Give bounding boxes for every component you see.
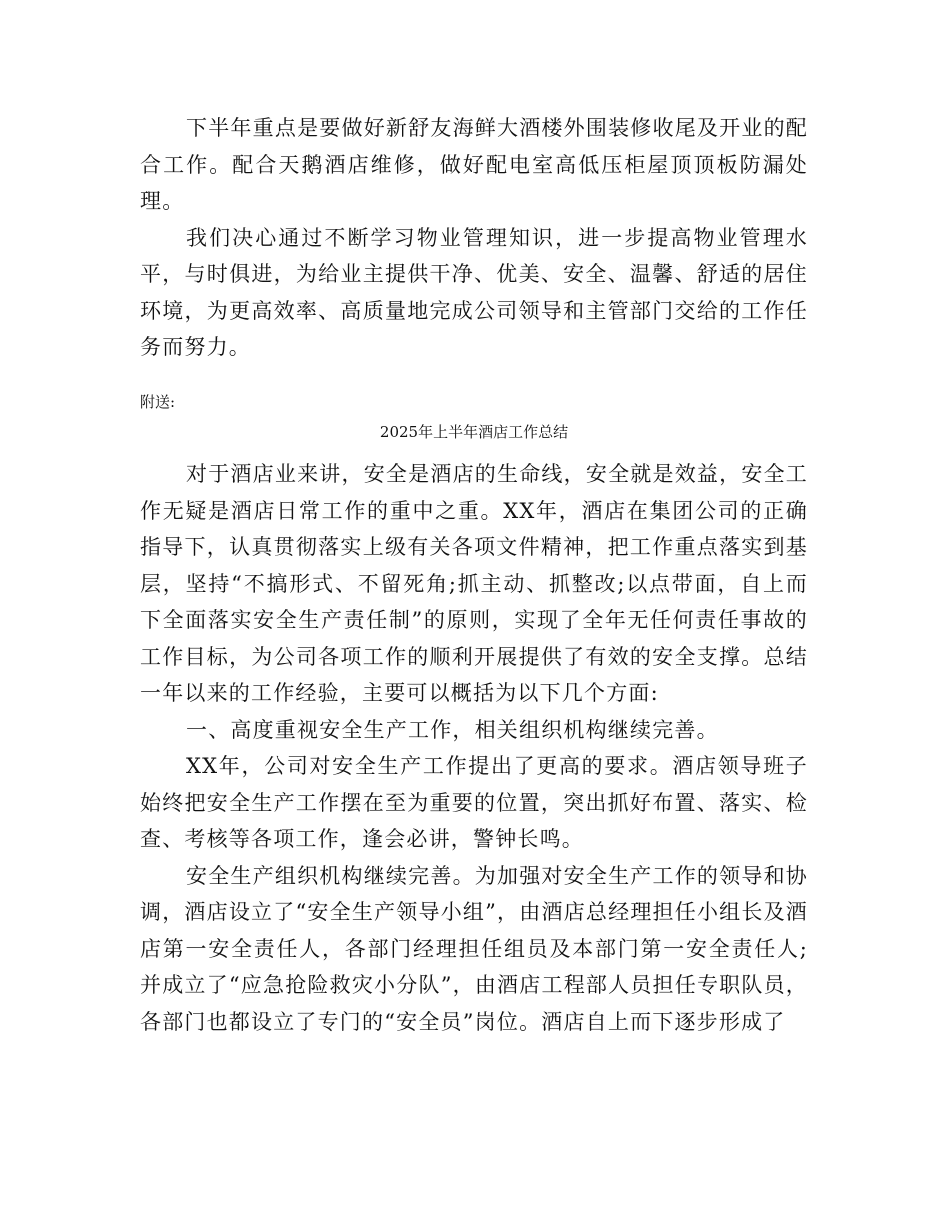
appendix-label: 附送: (140, 393, 176, 411)
paragraph-commitment: 我们决心通过不断学习物业管理知识，进一步提高物业管理水平，与时俱进，为给业主提供干净、优美、安全、温馨、舒适的居住环境，为更高效率、高质量地完成公司领导和主管部门交给的工作任务而努力。 (140, 225, 808, 359)
paragraph-organization: 安全生产组织机构继续完善。为加强对安全生产工作的领导和协调，酒店设立了“安全生产领导小组”，由酒店总经理担任小组长及酒店第一安全责任人，各部门经理担任组员及本部门第一安全责任人;并成立了“应急抢险救灾小分队”，由酒店工程部人员担任专职队员，各部门也都设立了专门的“安全员”岗位。酒店自上而下逐步形成了 (140, 863, 808, 1034)
paragraph-heading-one: 一、高度重视安全生产工作，相关组织机构继续完善。 (186, 717, 719, 742)
paragraph-requirements: XX年，公司对安全生产工作提出了更高的要求。酒店领导班子始终把安全生产工作摆在至为重要的位置，突出抓好布置、落实、检查、考核等各项工作，逢会必讲，警钟长鸣。 (140, 754, 808, 851)
document-subtitle: 2025年上半年酒店工作总结 (379, 423, 569, 441)
paragraph-renovation-plan: 下半年重点是要做好新舒友海鲜大酒楼外围装修收尾及开业的配合工作。配合天鹅酒店维修，做好配电室高低压柜屋顶顶板防漏处理。 (140, 116, 808, 213)
summary-text-block (140, 456, 808, 1040)
top-text-block (140, 110, 808, 366)
paragraph-intro: 对于酒店业来讲，安全是酒店的生命线，安全就是效益，安全工作无疑是酒店日常工作的重中之重。XX年，酒店在集团公司的正确指导下，认真贯彻落实上级有关各项文件精神，把工作重点落实到基层，坚持“不搞形式、不留死角;抓主动、抓整改;以点带面，自上而下全面落实安全生产责任制”的原则，实现了全年无任何责任事故的工作目标，为公司各项工作的顺利开展提供了有效的安全支撑。总结一年以来的工作经验，主要可以概括为以下几个方面: (140, 462, 808, 705)
